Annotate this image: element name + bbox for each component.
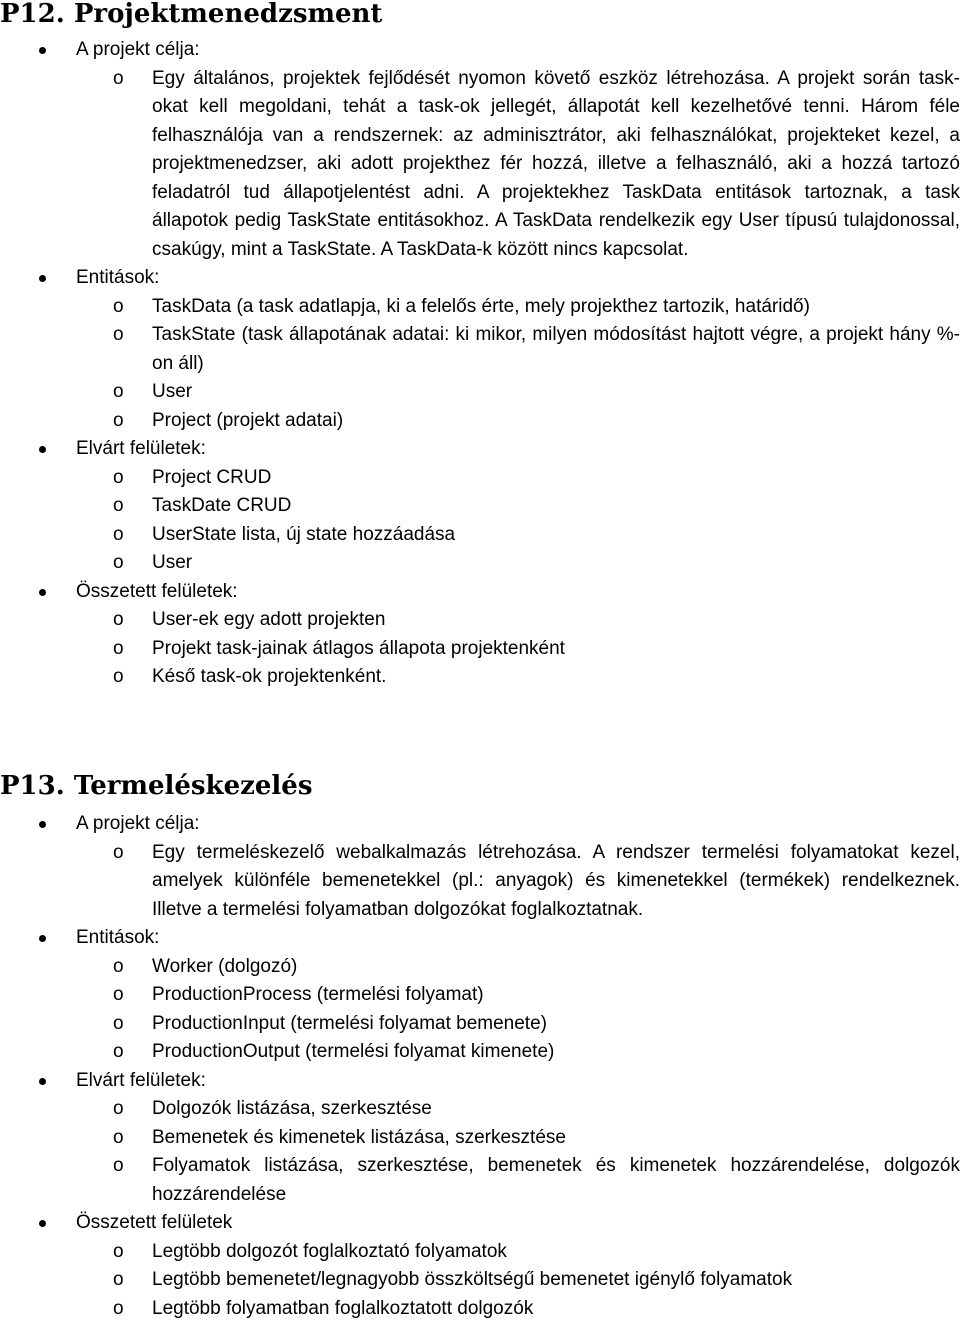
bullet-icon <box>39 935 46 942</box>
p12-item-goal <box>0 36 960 264</box>
list-item <box>113 1095 960 1124</box>
p12-composite-sublist <box>0 606 960 692</box>
list-item <box>113 293 960 322</box>
p12-goal-sublist <box>0 65 960 265</box>
p13-composite-label: Összetett felületek <box>76 1212 233 1233</box>
list-item-text: User-ek egy adott projekten <box>152 609 386 630</box>
list-item-text: Worker (dolgozó) <box>152 955 298 977</box>
p13-item-composite <box>0 1209 960 1323</box>
list-item <box>113 1038 960 1067</box>
list-item <box>113 492 960 521</box>
list-item-text: User <box>152 381 193 402</box>
circle-bullet-icon: o <box>113 984 124 1005</box>
list-item-text: Project CRUD <box>152 466 272 488</box>
list-item-text: TaskDate CRUD <box>152 495 292 516</box>
bullet-icon <box>39 47 46 54</box>
circle-bullet-icon: o <box>113 637 124 659</box>
p12-goal-text: Egy általános, projektek fejlődését nyomon követő eszköz létrehozása. A projekt során task-okat kell megoldani, tehát a task-ok jellegét, állapotát kell kezelhetővé tenni. Három féle felhasználója van a rendszernek: az adminisztrátor, aki felhasználókat, projekteket kezel, a projektmenedzser, aki adott projekthez fér hozzá, illetve a felhasználó, aki a hozzá tartozó feladatról tud állapotjelentést adni. A projektekhez TaskData entitások tartoznak, a task állapotok pedig TaskState entitásokhoz. A TaskData rendelkezik egy User típusú tulajdonossal, csakúgy, mint a TaskState. A TaskData-k között nincs kapcsolat. <box>152 67 960 260</box>
list-item-text: Legtöbb dolgozót foglalkoztató folyamatok <box>152 1240 507 1262</box>
circle-bullet-icon: o <box>113 324 124 345</box>
p12-item-expected <box>0 435 960 578</box>
circle-bullet-icon: o <box>113 1126 124 1148</box>
circle-bullet-icon: o <box>113 841 124 863</box>
list-item-text: UserState lista, új state hozzáadása <box>152 523 456 545</box>
circle-bullet-icon: o <box>113 1297 124 1319</box>
list-item-text: TaskState (task állapotának adatai: ki mikor, milyen módosítást hajtott végre, a projekt hány %-on áll) <box>152 324 960 374</box>
p12-composite-label: Összetett felületek: <box>76 580 238 602</box>
p13-item-goal <box>0 810 960 924</box>
bullet-icon <box>39 446 46 453</box>
circle-bullet-icon: o <box>113 1155 124 1176</box>
list-item <box>113 521 960 550</box>
list-item-text: ProductionOutput (termelési folyamat kimenete) <box>152 1041 555 1062</box>
list-item <box>113 635 960 664</box>
p13-entities-label: Entitások: <box>76 927 160 948</box>
p13-goal-sublist <box>0 839 960 925</box>
list-item-text: Project (projekt adatai) <box>152 409 344 431</box>
list-item-text: ProductionProcess (termelési folyamat) <box>152 984 484 1005</box>
list-item <box>113 1266 960 1295</box>
list-item <box>113 606 960 635</box>
list-item <box>113 1295 960 1324</box>
p12-goal-label: A projekt célja: <box>76 39 200 60</box>
list-item-text: Folyamatok listázása, szerkesztése, bemenetek és kimenetek hozzárendelése, dolgozók hozzárendelése <box>152 1155 960 1205</box>
list-item <box>113 1152 960 1209</box>
list-item <box>113 464 960 493</box>
p13-goal-text: Egy termeléskezelő webalkalmazás létrehozása. A rendszer termelési folyamatokat kezel, amelyek különféle bemenetekkel (pl.: anyagok) és kimenetekkel (termékek) rendelkeznek. Illetve a termelési folyamatban dolgozókat foglalkoztatnak. <box>152 841 960 920</box>
heading-p13: P13. Termeléskezelés <box>0 771 313 801</box>
list-item-text: ProductionInput (termelési folyamat bemenete) <box>152 1012 547 1034</box>
p13-item-expected <box>0 1067 960 1210</box>
bullet-icon <box>39 589 46 596</box>
list-item <box>113 549 960 578</box>
list-item <box>113 663 960 692</box>
circle-bullet-icon: o <box>113 1240 124 1262</box>
circle-bullet-icon: o <box>113 1098 124 1119</box>
circle-bullet-icon: o <box>113 666 124 687</box>
list-item-text: Legtöbb folyamatban foglalkoztatott dolgozók <box>152 1297 534 1319</box>
list-item-text: Legtöbb bemenetet/legnagyobb összköltségű bemenetet igénylő folyamatok <box>152 1269 793 1290</box>
list-item-text: Késő task-ok projektenként. <box>152 666 387 687</box>
p13-expected-label: Elvárt felületek: <box>76 1069 206 1091</box>
p12-top-list <box>0 36 960 692</box>
bullet-icon <box>39 1220 46 1227</box>
bullet-icon <box>39 1078 46 1085</box>
list-item <box>113 1238 960 1267</box>
p12-entities-sublist <box>0 293 960 436</box>
list-item-text: Bemenetek és kimenetek listázása, szerkesztése <box>152 1126 566 1148</box>
list-item-text: TaskData (a task adatlapja, ki a felelős érte, mely projekthez tartozik, határidő) <box>152 295 810 317</box>
bullet-icon <box>39 275 46 282</box>
circle-bullet-icon: o <box>113 1269 124 1290</box>
circle-bullet-icon: o <box>113 67 124 89</box>
circle-bullet-icon: o <box>113 495 124 516</box>
circle-bullet-icon: o <box>113 466 124 488</box>
circle-bullet-icon: o <box>113 1012 124 1034</box>
list-item-text: Projekt task-jainak átlagos állapota projektenként <box>152 637 565 659</box>
heading-p12: P12. Projektmenedzsment <box>0 0 383 29</box>
circle-bullet-icon: o <box>113 955 124 977</box>
list-item <box>113 407 960 436</box>
list-item-text: User <box>152 552 193 573</box>
p13-entities-sublist <box>0 953 960 1067</box>
p13-top-list <box>0 810 960 1323</box>
list-item <box>113 1124 960 1153</box>
list-item <box>113 839 960 925</box>
p13-expected-sublist <box>0 1095 960 1209</box>
list-item <box>113 378 960 407</box>
section-p13 <box>0 810 960 1323</box>
circle-bullet-icon: o <box>113 1041 124 1062</box>
list-item <box>113 1010 960 1039</box>
circle-bullet-icon: o <box>113 295 124 317</box>
p13-composite-sublist <box>0 1238 960 1324</box>
circle-bullet-icon: o <box>113 609 124 630</box>
bullet-icon <box>39 821 46 828</box>
list-item-text: Dolgozók listázása, szerkesztése <box>152 1098 432 1119</box>
p12-expected-sublist <box>0 464 960 578</box>
p12-item-entities <box>0 264 960 435</box>
list-item <box>113 953 960 982</box>
p12-item-composite <box>0 578 960 692</box>
circle-bullet-icon: o <box>113 552 124 573</box>
p12-expected-label: Elvárt felületek: <box>76 438 206 459</box>
list-item <box>113 65 960 265</box>
p13-goal-label: A projekt célja: <box>76 813 200 834</box>
p13-item-entities <box>0 924 960 1067</box>
list-item <box>113 981 960 1010</box>
p12-entities-label: Entitások: <box>76 267 160 288</box>
circle-bullet-icon: o <box>113 409 124 431</box>
circle-bullet-icon: o <box>113 381 124 402</box>
section-p12 <box>0 36 960 692</box>
circle-bullet-icon: o <box>113 523 124 545</box>
list-item <box>113 321 960 378</box>
